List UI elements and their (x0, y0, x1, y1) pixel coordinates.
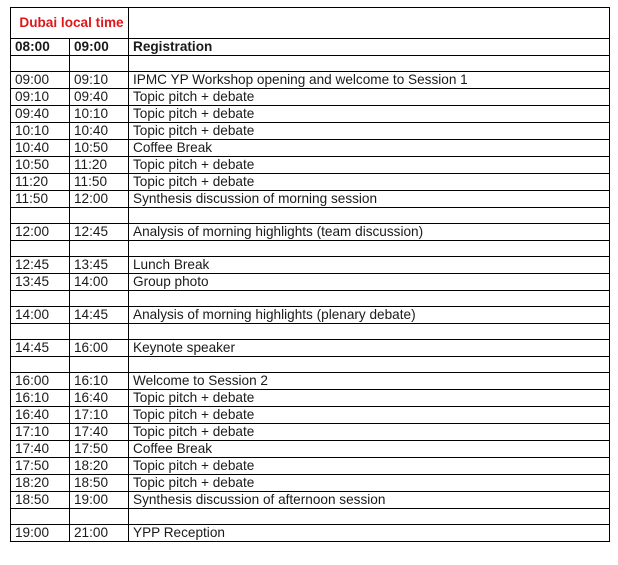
spacer-cell (70, 509, 129, 525)
spacer-cell (11, 509, 70, 525)
start-time-cell: 17:40 (11, 441, 70, 458)
start-time-cell: 08:00 (11, 39, 70, 56)
spacer-cell (11, 291, 70, 307)
activity-cell: Topic pitch + debate (129, 174, 610, 191)
spacer-cell (70, 324, 129, 340)
start-time-cell: 14:45 (11, 340, 70, 357)
agenda-row (11, 340, 610, 357)
end-time-cell: 17:50 (70, 441, 129, 458)
spacer-cell (129, 291, 610, 307)
spacer-cell (11, 56, 70, 72)
spacer-cell (11, 241, 70, 257)
agenda-row (11, 424, 610, 441)
agenda-row (11, 458, 610, 475)
start-time-cell: 16:40 (11, 407, 70, 424)
spacer-row (11, 509, 610, 525)
end-time-cell: 12:45 (70, 224, 129, 241)
spacer-cell (70, 208, 129, 224)
start-time-cell: 19:00 (11, 525, 70, 542)
activity-cell: Synthesis discussion of morning session (129, 191, 610, 208)
start-time-cell: 10:10 (11, 123, 70, 140)
start-time-cell: 13:45 (11, 274, 70, 291)
activity-cell: Topic pitch + debate (129, 106, 610, 123)
agenda-row (11, 72, 610, 89)
spacer-row (11, 56, 610, 72)
end-time-cell: 16:10 (70, 373, 129, 390)
start-time-cell: 14:00 (11, 307, 70, 324)
activity-cell: Lunch Break (129, 257, 610, 274)
agenda-row (11, 407, 610, 424)
spacer-cell (129, 208, 610, 224)
spacer-cell (70, 56, 129, 72)
agenda-table (10, 7, 610, 542)
end-time-cell: 09:40 (70, 89, 129, 106)
agenda-row (11, 191, 610, 208)
activity-cell: Analysis of morning highlights (plenary debate) (129, 307, 610, 324)
start-time-cell: 17:10 (11, 424, 70, 441)
spacer-cell (129, 324, 610, 340)
agenda-row (11, 157, 610, 174)
agenda-row (11, 390, 610, 407)
header-row (11, 8, 610, 39)
spacer-cell (129, 357, 610, 373)
agenda-row (11, 441, 610, 458)
start-time-cell: 16:00 (11, 373, 70, 390)
activity-cell: Topic pitch + debate (129, 407, 610, 424)
spacer-cell (11, 324, 70, 340)
spacer-cell (70, 241, 129, 257)
end-time-cell: 17:10 (70, 407, 129, 424)
agenda-row (11, 307, 610, 324)
agenda-row (11, 39, 610, 56)
activity-cell: YPP Reception (129, 525, 610, 542)
end-time-cell: 10:40 (70, 123, 129, 140)
end-time-cell: 10:10 (70, 106, 129, 123)
activity-cell: Coffee Break (129, 441, 610, 458)
end-time-cell: 11:20 (70, 157, 129, 174)
start-time-cell: 18:20 (11, 475, 70, 492)
start-time-cell: 12:45 (11, 257, 70, 274)
start-time-cell: 09:40 (11, 106, 70, 123)
spacer-row (11, 241, 610, 257)
activity-cell: Topic pitch + debate (129, 390, 610, 407)
header-activity-cell (129, 8, 610, 39)
agenda-row (11, 257, 610, 274)
start-time-cell: 18:50 (11, 492, 70, 509)
start-time-cell: 09:00 (11, 72, 70, 89)
agenda-row (11, 525, 610, 542)
spacer-cell (70, 291, 129, 307)
start-time-cell: 10:50 (11, 157, 70, 174)
spacer-cell (11, 208, 70, 224)
end-time-cell: 09:00 (70, 39, 129, 56)
spacer-cell (129, 509, 610, 525)
spacer-row (11, 324, 610, 340)
agenda-row (11, 106, 610, 123)
activity-cell: Registration (129, 39, 610, 56)
activity-cell: Topic pitch + debate (129, 157, 610, 174)
end-time-cell: 13:45 (70, 257, 129, 274)
end-time-cell: 09:10 (70, 72, 129, 89)
activity-cell: Group photo (129, 274, 610, 291)
spacer-cell (11, 357, 70, 373)
activity-cell: Keynote speaker (129, 340, 610, 357)
activity-cell: Topic pitch + debate (129, 89, 610, 106)
end-time-cell: 21:00 (70, 525, 129, 542)
end-time-cell: 10:50 (70, 140, 129, 157)
agenda-body (11, 8, 610, 542)
activity-cell: Analysis of morning highlights (team discussion) (129, 224, 610, 241)
timezone-label: Dubai local time (11, 8, 129, 39)
start-time-cell: 17:50 (11, 458, 70, 475)
end-time-cell: 18:20 (70, 458, 129, 475)
spacer-row (11, 208, 610, 224)
spacer-row (11, 357, 610, 373)
activity-cell: Coffee Break (129, 140, 610, 157)
activity-cell: Topic pitch + debate (129, 475, 610, 492)
spacer-row (11, 291, 610, 307)
start-time-cell: 16:10 (11, 390, 70, 407)
end-time-cell: 19:00 (70, 492, 129, 509)
activity-cell: Topic pitch + debate (129, 424, 610, 441)
start-time-cell: 10:40 (11, 140, 70, 157)
agenda-row (11, 224, 610, 241)
agenda-row (11, 174, 610, 191)
end-time-cell: 11:50 (70, 174, 129, 191)
spacer-cell (129, 241, 610, 257)
start-time-cell: 12:00 (11, 224, 70, 241)
end-time-cell: 17:40 (70, 424, 129, 441)
start-time-cell: 09:10 (11, 89, 70, 106)
activity-cell: IPMC YP Workshop opening and welcome to Session 1 (129, 72, 610, 89)
agenda-row (11, 475, 610, 492)
activity-cell: Synthesis discussion of afternoon session (129, 492, 610, 509)
activity-cell: Welcome to Session 2 (129, 373, 610, 390)
end-time-cell: 12:00 (70, 191, 129, 208)
agenda-row (11, 274, 610, 291)
spacer-cell (129, 56, 610, 72)
end-time-cell: 14:00 (70, 274, 129, 291)
end-time-cell: 18:50 (70, 475, 129, 492)
end-time-cell: 14:45 (70, 307, 129, 324)
agenda-row (11, 123, 610, 140)
agenda-row (11, 492, 610, 509)
agenda-row (11, 89, 610, 106)
spacer-cell (70, 357, 129, 373)
end-time-cell: 16:40 (70, 390, 129, 407)
start-time-cell: 11:20 (11, 174, 70, 191)
activity-cell: Topic pitch + debate (129, 123, 610, 140)
activity-cell: Topic pitch + debate (129, 458, 610, 475)
start-time-cell: 11:50 (11, 191, 70, 208)
agenda-row (11, 373, 610, 390)
end-time-cell: 16:00 (70, 340, 129, 357)
agenda-row (11, 140, 610, 157)
